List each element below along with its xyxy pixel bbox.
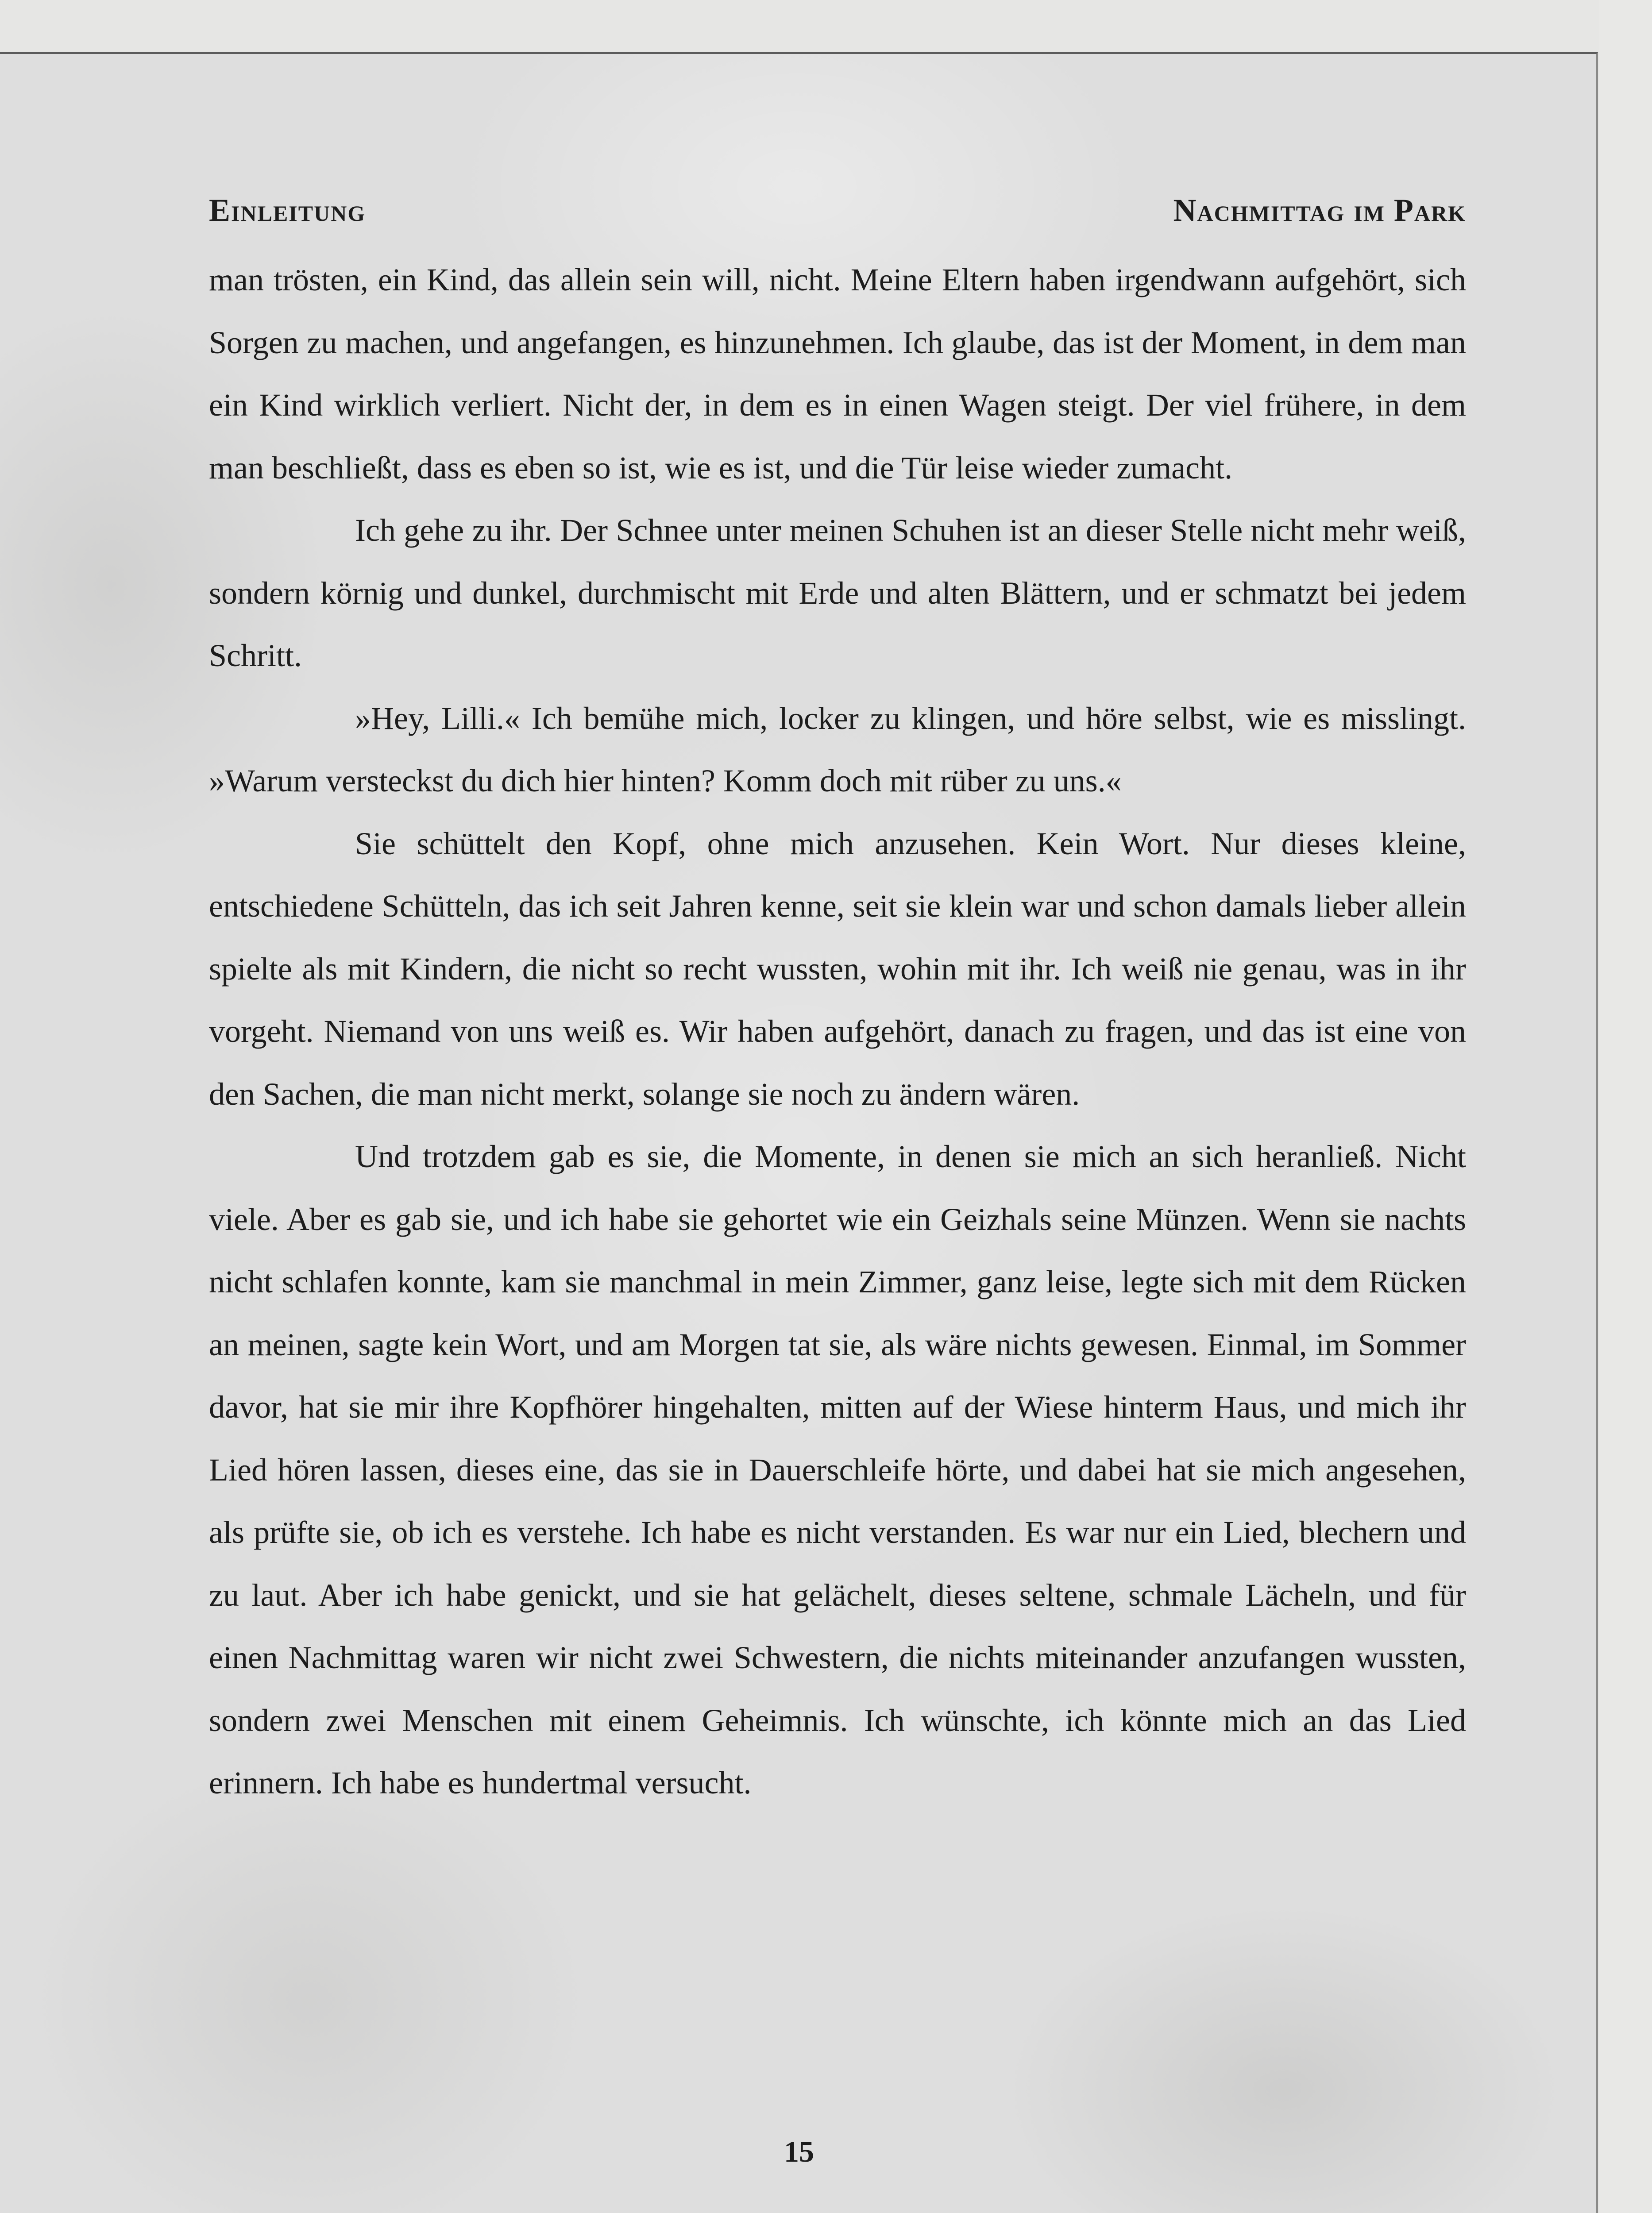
- body-text: [209, 249, 1466, 1815]
- paragraph-1: man trösten, ein Kind, das allein sein will, nicht. Meine Eltern haben irgendwann aufgehört, sich Sorgen zu machen, und angefangen, es hinzunehmen. Ich glaube, das ist der Moment, in dem man ein Kind wirklich verliert. Nicht der, in dem es in einen Wagen steigt. Der viel frühere, in dem man beschließt, dass es eben so ist, wie es ist, und die Tür leise wieder zumacht.: [209, 262, 1466, 486]
- page-number: 15: [784, 2135, 814, 2168]
- paragraph-2: Ich gehe zu ihr. Der Schnee unter meinen Schuhen ist an dieser Stelle nicht mehr weiß, sondern körnig und dunkel, durchmischt mit Erde und alten Blättern, und er schmatzt bei jedem Schritt.: [209, 513, 1466, 673]
- paragraph-5: Und trotzdem gab es sie, die Momente, in denen sie mich an sich heranließ. Nicht viele. Aber es gab sie, und ich habe sie gehortet wie ein Geizhals seine Münzen. Wenn sie nachts nicht schlafen konnte, kam sie manchmal in mein Zimmer, ganz leise, legte sich mit dem Rücken an meinen, sagte kein Wort, und am Morgen tat sie, als wäre nichts gewesen. Einmal, im Sommer davor, hat sie mir ihre Kopfhörer hingehalten, mitten auf der Wiese hinterm Haus, und mich ihr Lied hören lassen, dieses eine, das sie in Dauerschleife hörte, und dabei hat sie mich angesehen, als prüfte sie, ob ich es verstehe. Ich habe es nicht verstanden. Es war nur ein Lied, blechern und zu laut. Aber ich habe genickt, und sie hat gelächelt, dieses seltene, schmale Lächeln, und für einen Nachmittag waren wir nicht zwei Schwestern, die nichts miteinander anzufangen wussten, sondern zwei Menschen mit einem Geheimnis. Ich wünschte, ich könnte mich an das Lied erinnern. Ich habe es hundertmal versucht.: [209, 1139, 1466, 1800]
- running-head-chapter: Einleitung: [209, 193, 366, 228]
- backdrop-right: [1599, 0, 1652, 2213]
- paragraph-4: Sie schüttelt den Kopf, ohne mich anzusehen. Kein Wort. Nur dieses kleine, entschiedene Schütteln, das ich seit Jahren kenne, seit sie klein war und schon damals lieber allein spielte als mit Kindern, die nicht so recht wussten, wohin mit ihr. Ich weiß nie genau, was in ihr vorgeht. Niemand von uns weiß es. Wir haben aufgehört, danach zu fragen, und das ist eine von den Sachen, die man nicht merkt, solange sie noch zu ändern wären.: [209, 825, 1466, 1112]
- book-page: [0, 52, 1598, 2213]
- running-head: [209, 192, 1466, 227]
- paragraph-3: »Hey, Lilli.« Ich bemühe mich, locker zu klingen, und höre selbst, wie es misslingt. »Warum versteckst du dich hier hinten? Komm doch mit rüber zu uns.«: [209, 700, 1466, 798]
- running-head-section: Nachmittag im Park: [1173, 193, 1466, 228]
- backdrop-top: [0, 0, 1652, 52]
